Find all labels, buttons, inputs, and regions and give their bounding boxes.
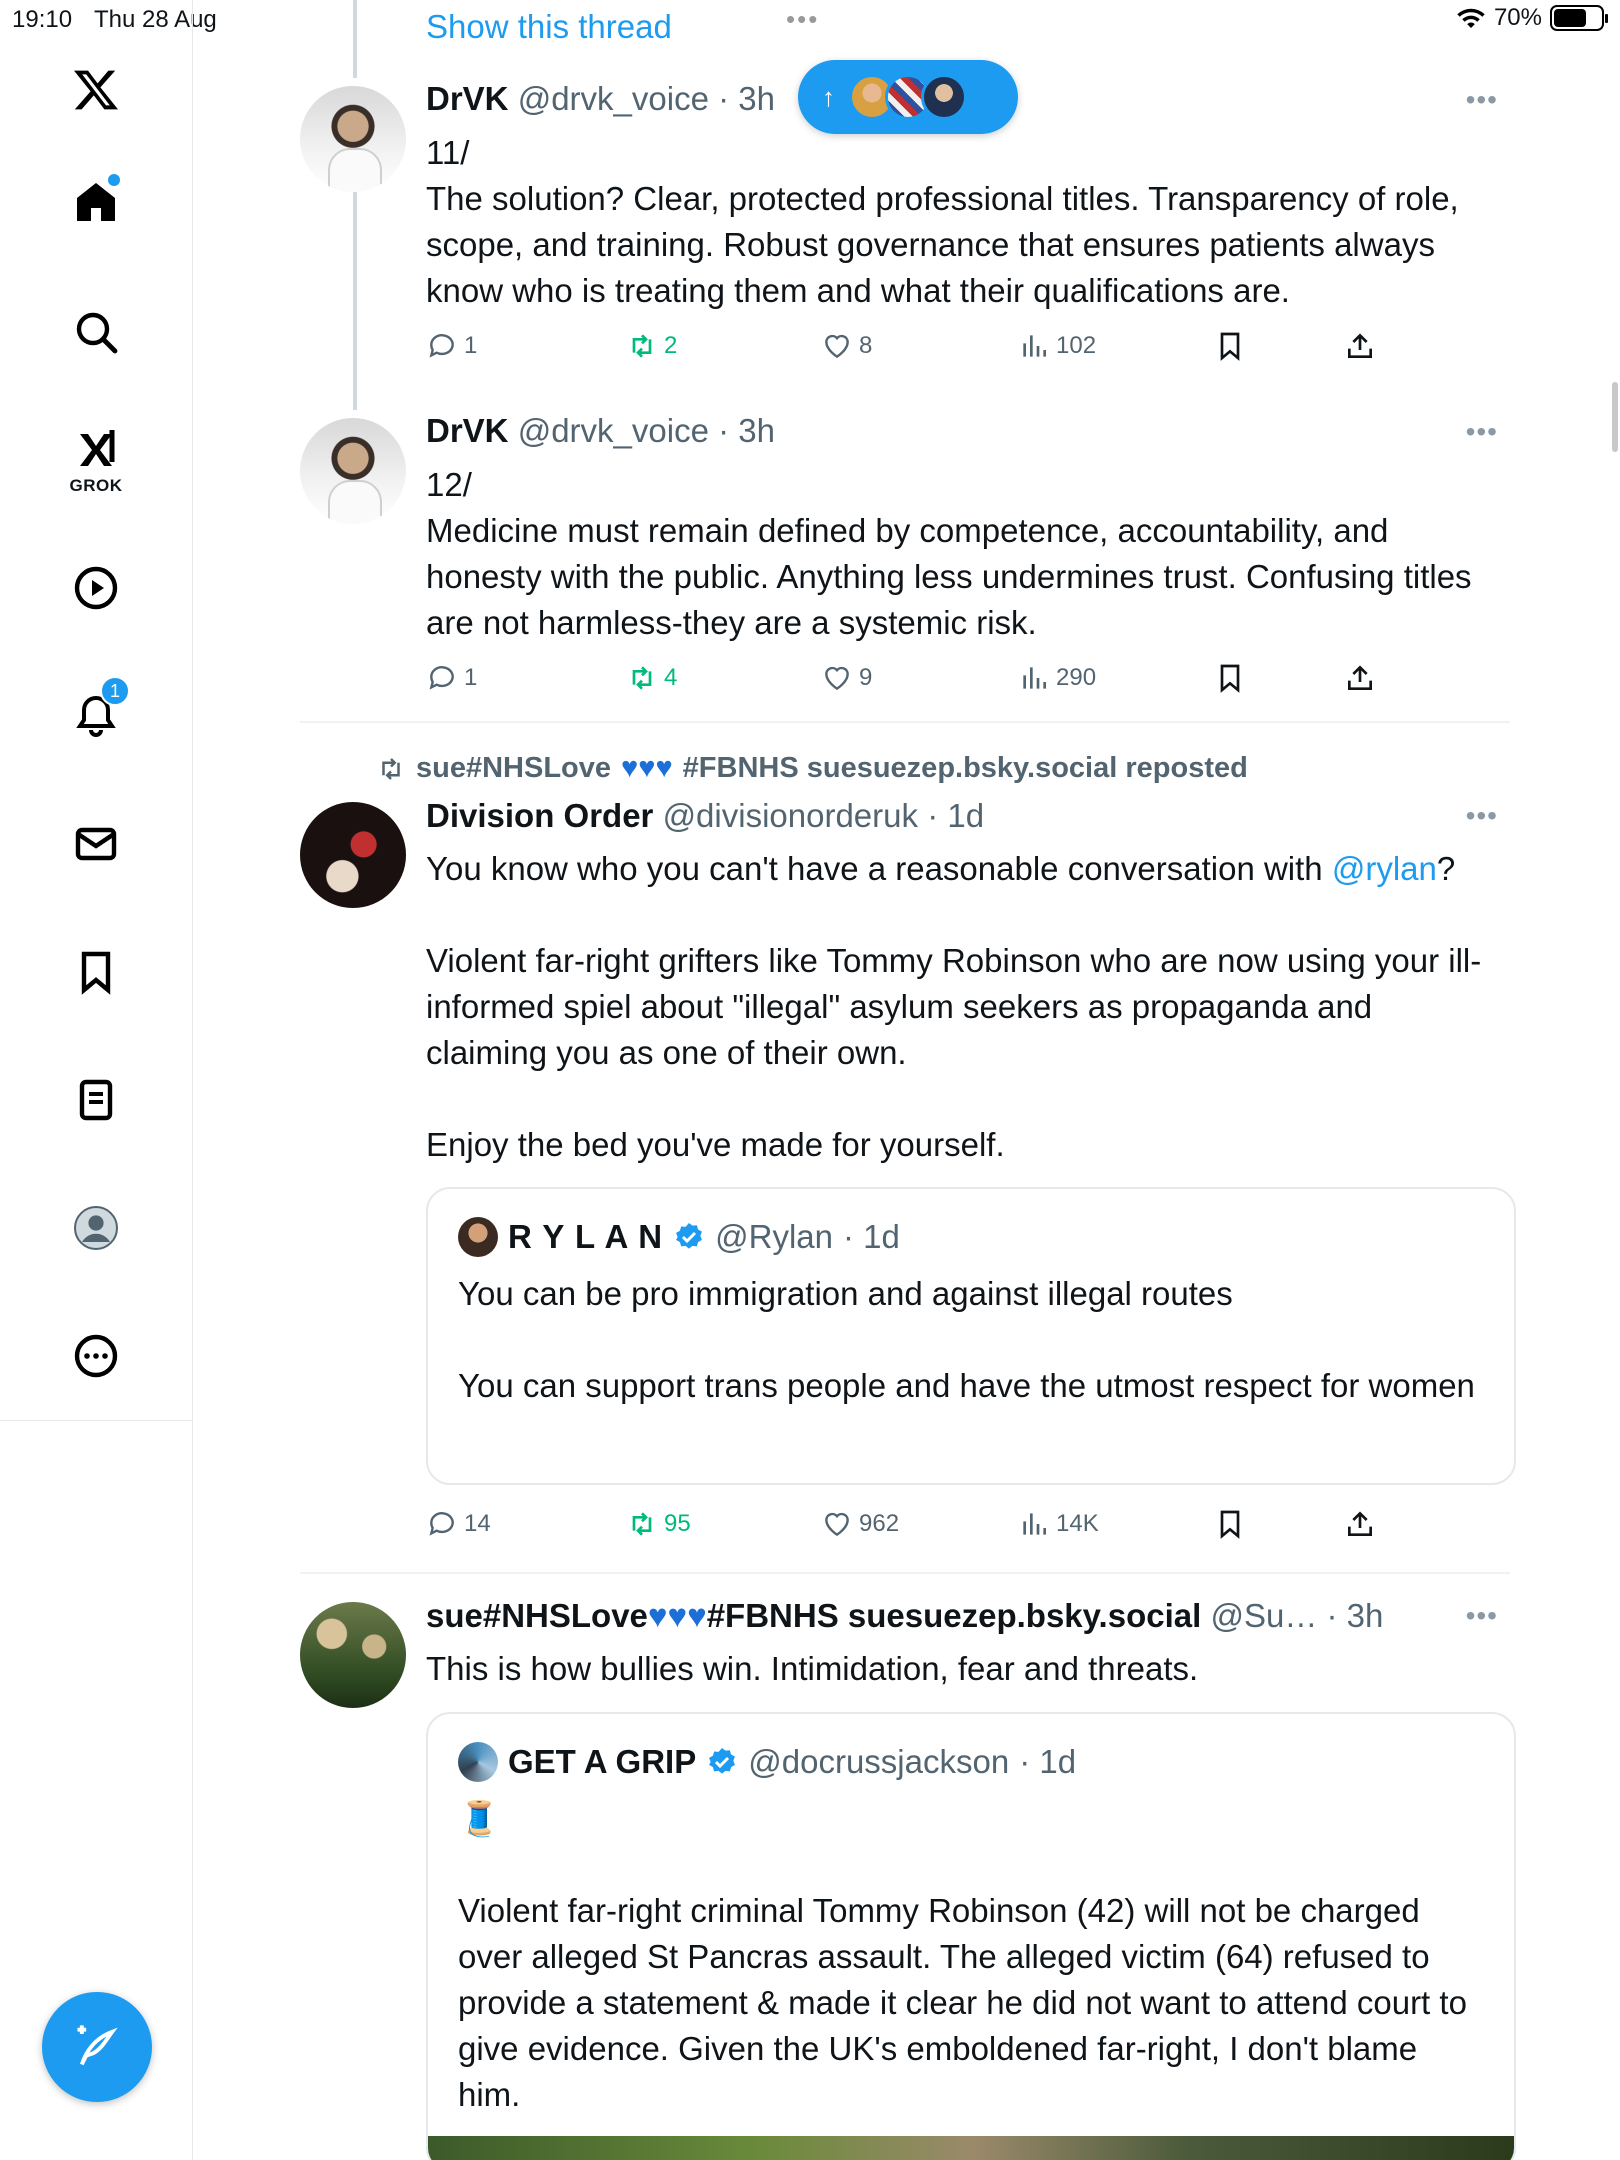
- post-header: [426, 80, 775, 118]
- mention-link[interactable]: @rylan: [1331, 850, 1437, 887]
- reposter-name: sue#NHSLove: [416, 752, 612, 784]
- new-post-avatar: [921, 74, 967, 120]
- thread-connector: [353, 0, 357, 78]
- views-icon: [1018, 662, 1050, 694]
- post-header: [426, 412, 775, 450]
- sidebar-divider: [0, 1420, 193, 1421]
- quote-header: [458, 1217, 900, 1257]
- mail-icon[interactable]: [66, 814, 126, 874]
- reply-icon: [426, 662, 458, 694]
- like-button[interactable]: [821, 662, 872, 694]
- post-paragraph: Violent far-right grifters like Tommy Robinson who are now using your ill-informed spiel about "illegal" asylum seekers as propaganda and claiming you as one of their own.: [426, 942, 1482, 1071]
- reply-icon: [426, 1508, 458, 1540]
- post-paragraph: This is how bullies win. Intimidation, fear and threats.: [426, 1650, 1199, 1687]
- post-actions: [426, 330, 1426, 370]
- new-posts-pill[interactable]: [798, 60, 1018, 134]
- post-divider: [300, 721, 1510, 723]
- share-icon: [1344, 330, 1376, 362]
- post-time[interactable]: · 3h: [718, 412, 775, 449]
- bell-icon[interactable]: [66, 680, 126, 746]
- quote-paragraph: You can support trans people and have the utmost respect for women: [458, 1367, 1475, 1404]
- views-count: 290: [1056, 664, 1097, 691]
- home-unread-dot: [108, 174, 120, 186]
- author-handle[interactable]: @Su…: [1210, 1597, 1318, 1634]
- views-icon: [1018, 330, 1050, 362]
- grok-label: GROK: [69, 476, 123, 495]
- like-button[interactable]: [821, 330, 872, 362]
- quote-text: [458, 1796, 1478, 2118]
- arrow-up-icon: ↑: [822, 81, 835, 112]
- repost-button[interactable]: [626, 330, 677, 362]
- post-text-part: ?: [1436, 850, 1456, 887]
- reply-button[interactable]: [426, 330, 477, 362]
- bookmark-icon: [1214, 662, 1246, 694]
- post-header: [426, 797, 984, 835]
- more-options-icon[interactable]: •••: [1465, 84, 1498, 115]
- quote-author-handle: @docrussjackson: [748, 1743, 1010, 1780]
- quote-author-handle: @Rylan: [715, 1218, 833, 1255]
- post-paragraph: Enjoy the bed you've made for yourself.: [426, 1126, 1005, 1163]
- share-button[interactable]: [1344, 662, 1376, 694]
- battery-percent: 70%: [1493, 4, 1542, 31]
- reply-button[interactable]: [426, 662, 477, 694]
- timeline: [193, 0, 1620, 2160]
- repost-icon: [626, 1508, 658, 1540]
- verified-icon: [706, 1746, 738, 1778]
- like-icon: [821, 1508, 853, 1540]
- quote-spacer: [458, 1842, 1478, 1888]
- post-line: The solution? Clear, protected professional titles. Transparency of role, scope, and training. Robust governance that ensures patients always know who is treating them and what their qualifications are.: [426, 180, 1459, 309]
- post-text-part: You know who you can't have a reasonable conversation with: [426, 850, 1332, 887]
- like-button[interactable]: [821, 1508, 899, 1540]
- quoted-post[interactable]: [426, 1712, 1516, 2160]
- verified-icon: [673, 1221, 705, 1253]
- status-time: 19:10: [12, 6, 73, 33]
- post-line: 12/: [426, 466, 472, 503]
- video-icon[interactable]: [66, 558, 126, 618]
- bookmark-button[interactable]: [1214, 662, 1246, 694]
- author-handle[interactable]: @divisionorderuk: [662, 797, 919, 834]
- avatar[interactable]: [300, 1602, 406, 1708]
- author-handle[interactable]: @drvk_voice: [517, 80, 709, 117]
- post-spacer: [426, 892, 1496, 938]
- share-button[interactable]: [1344, 1508, 1376, 1540]
- repost-icon: [626, 330, 658, 362]
- x-logo-icon[interactable]: [66, 60, 126, 120]
- post-actions: [426, 662, 1426, 702]
- blue-heart-icon: ♥♥♥: [621, 752, 673, 784]
- author-name[interactable]: DrVK: [426, 412, 509, 449]
- reply-icon: [426, 330, 458, 362]
- reply-count: 14: [464, 1510, 491, 1537]
- post-line: Medicine must remain defined by competence, accountability, and honesty with the public. Anything less undermines trust. Confusing titles are not harmless-they are a systemic risk.: [426, 512, 1472, 641]
- repost-count: 95: [664, 1510, 691, 1537]
- show-thread-link[interactable]: Show this thread: [426, 8, 672, 45]
- views-count: 14K: [1056, 1510, 1099, 1537]
- quote-paragraph: Violent far-right criminal Tommy Robinson (42) will not be charged over alleged St Pancras assault. The alleged victim (64) refused to provide a statement & made it clear he did not want to attend court to give evidence. Given the UK's emboldened far-right, I don't blame him.: [458, 1892, 1467, 2113]
- like-count: 962: [859, 1510, 900, 1537]
- quote-avatar: [458, 1742, 498, 1782]
- reply-button[interactable]: [426, 1508, 491, 1540]
- bookmark-button[interactable]: [1214, 1508, 1246, 1540]
- author-handle[interactable]: @drvk_voice: [517, 412, 709, 449]
- bookmark-icon: [1214, 1508, 1246, 1540]
- post-paragraph: [426, 846, 1496, 892]
- quote-paragraph: You can be pro immigration and against illegal routes: [458, 1275, 1233, 1312]
- grok-icon[interactable]: [66, 420, 126, 480]
- share-icon: [1344, 662, 1376, 694]
- post-text: [426, 846, 1496, 1168]
- views-button[interactable]: [1018, 1508, 1099, 1540]
- repost-button[interactable]: [626, 1508, 691, 1540]
- views-button[interactable]: [1018, 662, 1096, 694]
- list-icon[interactable]: [66, 1070, 126, 1130]
- post-text: [426, 130, 1496, 314]
- quote-spacer: [458, 1317, 1478, 1363]
- repost-icon: [626, 662, 658, 694]
- quote-author-name: R Y L A N: [508, 1218, 664, 1255]
- compose-button[interactable]: [42, 1992, 152, 2102]
- profile-icon[interactable]: [66, 1198, 126, 1258]
- quote-text: [458, 1271, 1478, 1409]
- more-circle-icon[interactable]: [66, 1326, 126, 1386]
- bookmark-icon[interactable]: [66, 942, 126, 1002]
- sidebar: [0, 0, 193, 2160]
- notification-badge: 1: [100, 676, 130, 706]
- share-icon: [1344, 1508, 1376, 1540]
- share-button[interactable]: [1344, 330, 1376, 362]
- reposter-suffix: #FBNHS suesuezep.bsky.social reposted: [682, 752, 1248, 784]
- more-options-icon[interactable]: •••: [1465, 800, 1498, 831]
- post-time[interactable]: · 3h: [718, 80, 775, 117]
- quoted-post[interactable]: [426, 1187, 1516, 1485]
- status-date: Thu 28 Aug: [94, 6, 217, 33]
- search-icon[interactable]: [66, 302, 126, 362]
- post-time[interactable]: · 1d: [927, 797, 985, 834]
- quote-media-image[interactable]: [428, 2136, 1516, 2160]
- views-icon: [1018, 1508, 1050, 1540]
- like-count: 8: [859, 332, 873, 359]
- reply-count: 1: [464, 332, 478, 359]
- like-icon: [821, 330, 853, 362]
- home-icon[interactable]: [66, 172, 126, 232]
- author-name[interactable]: sue#NHSLove: [426, 1597, 648, 1634]
- avatar[interactable]: [300, 418, 406, 524]
- post-spacer: [426, 1076, 1496, 1122]
- more-options-icon[interactable]: •••: [1465, 1600, 1498, 1631]
- repost-icon: [376, 754, 406, 784]
- views-count: 102: [1056, 332, 1097, 359]
- avatar[interactable]: [300, 802, 406, 908]
- like-count: 9: [859, 664, 873, 691]
- author-name[interactable]: DrVK: [426, 80, 509, 117]
- post-text: [426, 462, 1496, 646]
- post-text: [426, 1646, 1496, 1692]
- post-line: 11/: [426, 134, 470, 171]
- thread-connector: [353, 192, 357, 410]
- views-button[interactable]: [1018, 330, 1096, 362]
- reply-count: 1: [464, 664, 478, 691]
- repost-count: 4: [664, 664, 678, 691]
- quote-avatar: [458, 1217, 498, 1257]
- compose-icon: [71, 2021, 123, 2073]
- author-name-suffix[interactable]: #FBNHS suesuezep.bsky.social: [706, 1597, 1202, 1634]
- post-divider: [300, 1572, 1510, 1574]
- scrollbar[interactable]: [1612, 382, 1618, 452]
- thread-emoji: 🧵: [458, 1800, 501, 1838]
- multitask-dots-icon[interactable]: •••: [786, 4, 820, 34]
- avatar[interactable]: [300, 86, 406, 192]
- quote-time: · 1d: [842, 1218, 900, 1255]
- bookmark-button[interactable]: [1214, 330, 1246, 362]
- post-time[interactable]: · 3h: [1326, 1597, 1384, 1634]
- post-actions: [426, 1508, 1426, 1548]
- author-name[interactable]: Division Order: [426, 797, 654, 834]
- more-options-icon[interactable]: •••: [1465, 416, 1498, 447]
- blue-heart-icon: ♥♥♥: [647, 1597, 707, 1634]
- repost-context[interactable]: [376, 752, 1248, 785]
- quote-time: · 1d: [1019, 1743, 1077, 1780]
- bookmark-icon: [1214, 330, 1246, 362]
- quote-header: [458, 1742, 1076, 1782]
- repost-button[interactable]: [626, 662, 677, 694]
- repost-count: 2: [664, 332, 678, 359]
- post-header: [426, 1597, 1426, 1635]
- quote-author-name: GET A GRIP: [508, 1743, 697, 1780]
- like-icon: [821, 662, 853, 694]
